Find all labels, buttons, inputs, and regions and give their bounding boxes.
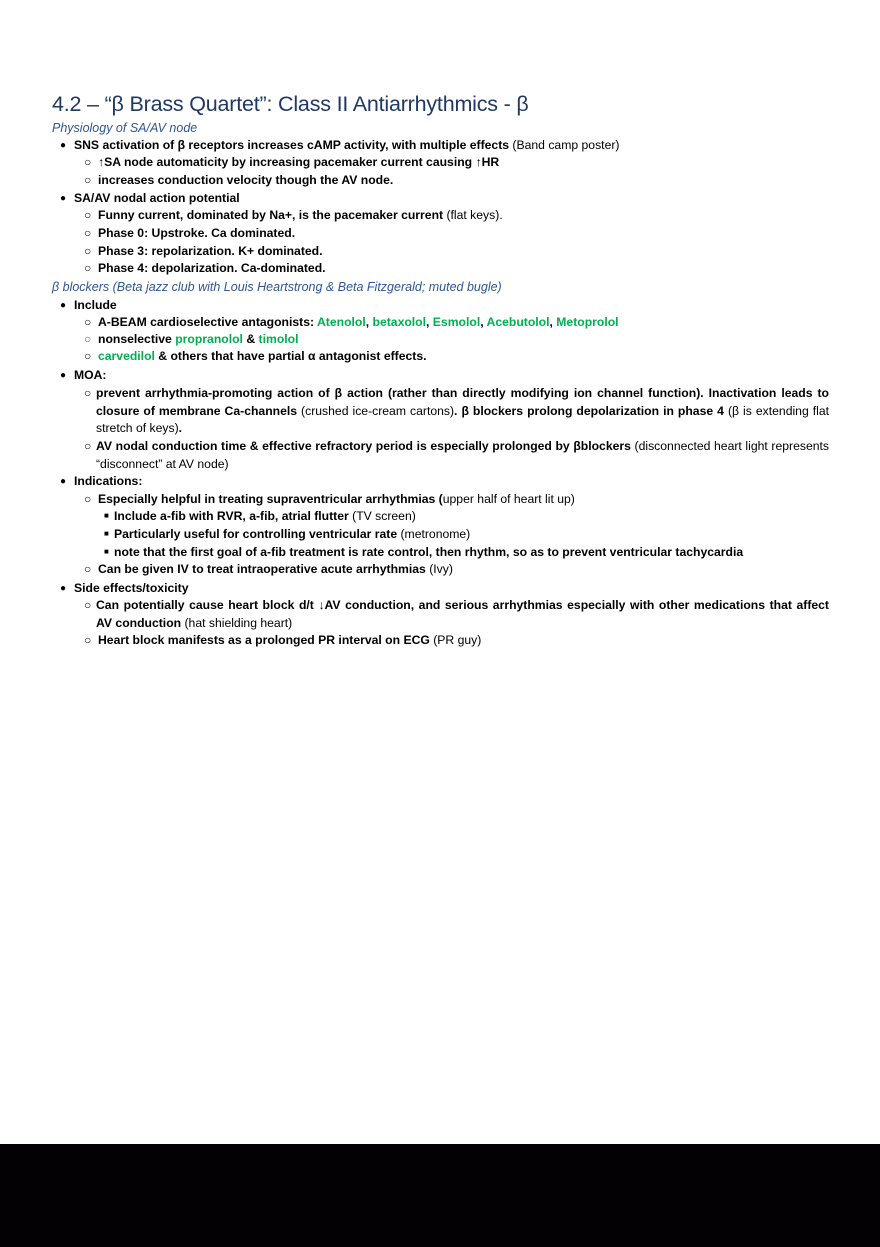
bullet-icon: ●: [60, 476, 67, 487]
circle-bullet-icon: ○: [84, 208, 92, 222]
circle-bullet-icon: ○: [84, 386, 92, 400]
bullet-icon: ●: [60, 370, 67, 381]
list-item: ● SA/AV nodal action potential: [60, 190, 240, 209]
circle-bullet-icon: ○: [84, 633, 92, 647]
list-item: ○ Can be given IV to treat intraoperative acute arrhythmias (Ivy): [84, 561, 453, 579]
bullet-icon: ●: [60, 140, 67, 151]
list-item: ○ Phase 0: Upstroke. Ca dominated.: [84, 225, 295, 243]
list-item: ○ Especially helpful in treating supraventricular arrhythmias (upper half of heart lit up): [84, 491, 575, 509]
list-item: ● Include: [60, 297, 117, 316]
list-item: ○ ↑SA node automaticity by increasing pacemaker current causing ↑HR: [84, 154, 499, 172]
drug-name: Acebutolol: [486, 315, 550, 329]
circle-bullet-icon: ○: [84, 155, 92, 169]
circle-bullet-icon: ○: [84, 315, 92, 329]
list-item: ○ A-BEAM cardioselective antagonists: Atenolol, betaxolol, Esmolol, Acebutolol, Metoprolol: [84, 314, 619, 332]
section-heading-beta-blockers: β blockers (Beta jazz club with Louis Heartstrong & Beta Fitzgerald; muted bugle): [52, 280, 502, 294]
circle-bullet-icon: ○: [84, 598, 92, 612]
list-item: ● MOA:: [60, 367, 107, 386]
moa-paragraph-1: prevent arrhythmia-promoting action of β action (rather than directly modifying ion channel function). Inactivation leads to closure of membrane Ca-channels (crushed ice-cream cartons). β blockers prolong depolarization in phase 4 (β is extending flat stretch of keys).: [96, 386, 830, 436]
circle-bullet-icon: ○: [84, 226, 92, 240]
list-item: ○ increases conduction velocity though the AV node.: [84, 172, 393, 190]
drug-name: betaxolol: [372, 315, 427, 329]
square-bullet-icon: ■: [104, 547, 109, 556]
list-item: ○ Phase 3: repolarization. K+ dominated.: [84, 243, 323, 261]
drug-name: Atenolol: [316, 315, 366, 329]
list-item: ■ Include a-fib with RVR, a-fib, atrial flutter (TV screen): [104, 509, 416, 523]
circle-bullet-icon: ○: [84, 261, 92, 275]
side-effect-paragraph-1: Can potentially cause heart block d/t ↓AV conduction, and serious arrhythmias especially with other medications that affect AV conduction (hat shielding heart): [96, 598, 829, 630]
circle-bullet-icon: ○: [84, 492, 92, 506]
circle-bullet-icon: ○: [84, 439, 92, 453]
list-item: ○ Phase 4: depolarization. Ca-dominated.: [84, 260, 326, 278]
list-item: ○ carvedilol & others that have partial α antagonist effects.: [84, 348, 427, 366]
circle-bullet-icon: ○: [84, 332, 92, 346]
bullet-icon: ●: [60, 300, 67, 311]
list-item: ○ nonselective propranolol & timolol: [84, 331, 298, 349]
list-item: ● SNS activation of β receptors increases cAMP activity, with multiple effects (Band camp poster): [60, 137, 619, 156]
list-item: ● Side effects/toxicity: [60, 580, 188, 599]
circle-bullet-icon: ○: [84, 562, 92, 576]
section-heading-physiology: Physiology of SA/AV node: [52, 121, 198, 135]
bullet-icon: ●: [60, 193, 67, 204]
list-item: ○ Heart block manifests as a prolonged PR interval on ECG (PR guy): [84, 632, 481, 650]
list-item: ● Indications:: [60, 473, 142, 492]
page-title: 4.2 – “β Brass Quartet”: Class II Antiarrhythmics - β: [52, 92, 529, 116]
bullet-icon: ●: [60, 583, 67, 594]
drug-name: carvedilol: [98, 349, 155, 363]
circle-bullet-icon: ○: [84, 244, 92, 258]
moa-paragraph-2: AV nodal conduction time & effective refractory period is especially prolonged by βblockers (disconnected heart light represents “disconnect” at AV node): [96, 439, 829, 471]
square-bullet-icon: ■: [104, 511, 109, 520]
circle-bullet-icon: ○: [84, 173, 92, 187]
bottom-black-band: [0, 1144, 880, 1247]
drug-name: propranolol: [175, 332, 243, 346]
drug-name: timolol: [258, 332, 299, 346]
list-item: ■ Particularly useful for controlling ventricular rate (metronome): [104, 527, 471, 541]
list-item: ■ note that the first goal of a-fib treatment is rate control, then rhythm, so as to prevent ventricular tachycardia: [104, 545, 744, 559]
square-bullet-icon: ■: [104, 529, 109, 538]
drug-name: Metoprolol: [556, 315, 619, 329]
list-item: ○ Funny current, dominated by Na+, is the pacemaker current (flat keys).: [84, 207, 503, 225]
drug-name: Esmolol: [432, 315, 481, 329]
circle-bullet-icon: ○: [84, 349, 92, 363]
